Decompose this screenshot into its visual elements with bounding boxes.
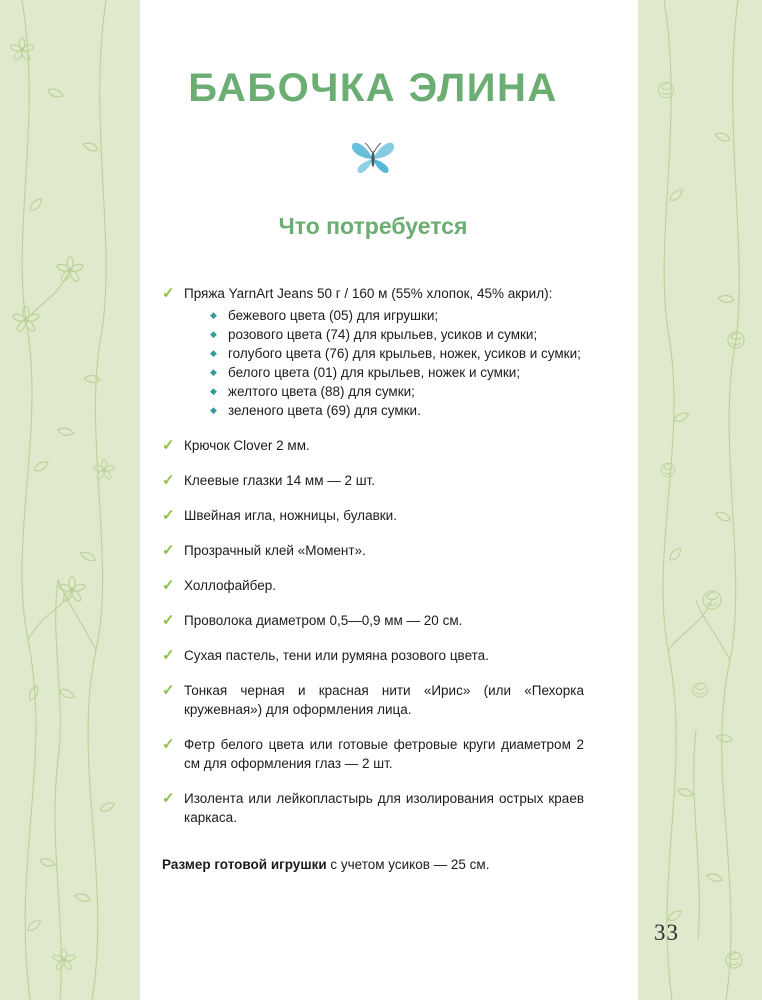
diamond-bullet-icon: ◆ bbox=[210, 367, 217, 377]
sub-item-text: белого цвета (01) для крыльев, ножек и сумки; bbox=[228, 365, 521, 380]
check-icon: ✓ bbox=[162, 577, 175, 594]
right-decorative-border bbox=[638, 0, 762, 1000]
sub-item bbox=[184, 382, 584, 401]
check-icon: ✓ bbox=[162, 542, 175, 559]
page-title: БАБОЧКА ЭЛИНА bbox=[188, 66, 558, 110]
check-icon: ✓ bbox=[162, 612, 175, 629]
sub-item bbox=[184, 325, 584, 344]
sub-item-text: розового цвета (74) для крыльев, усиков и сумки; bbox=[228, 327, 538, 342]
item-text: Клеевые глазки 14 мм — 2 шт. bbox=[184, 473, 375, 488]
check-icon: ✓ bbox=[162, 647, 175, 664]
check-icon: ✓ bbox=[162, 790, 175, 807]
item-text: Фетр белого цвета или готовые фетровые круги диаметром 2 см для оформления глаз — 2 шт. bbox=[184, 737, 584, 771]
diamond-bullet-icon: ◆ bbox=[210, 386, 217, 396]
sub-item-text: желтого цвета (88) для сумки; bbox=[228, 384, 415, 399]
diamond-bullet-icon: ◆ bbox=[210, 348, 217, 358]
item-text: Крючок Clover 2 мм. bbox=[184, 438, 310, 453]
list-item bbox=[162, 646, 584, 665]
butterfly-icon bbox=[350, 135, 396, 181]
size-note-value: с учетом усиков — 25 см. bbox=[326, 857, 490, 872]
check-icon: ✓ bbox=[162, 736, 175, 753]
sub-item-text: зеленого цвета (69) для сумки. bbox=[228, 403, 421, 418]
floral-line-art-left bbox=[0, 0, 140, 1000]
check-icon: ✓ bbox=[162, 437, 175, 454]
item-text: Пряжа YarnArt Jeans 50 г / 160 м (55% хлопок, 45% акрил): bbox=[184, 286, 553, 301]
item-text: Швейная игла, ножницы, булавки. bbox=[184, 508, 397, 523]
butterfly-illustration bbox=[162, 135, 584, 185]
item-text: Тонкая черная и красная нити «Ирис» (или «Пехорка кружевная») для оформления лица. bbox=[184, 683, 584, 717]
list-item bbox=[162, 471, 584, 490]
list-item bbox=[162, 576, 584, 595]
page-content bbox=[140, 0, 638, 1000]
sub-item bbox=[184, 401, 584, 420]
list-item bbox=[162, 506, 584, 525]
left-decorative-border bbox=[0, 0, 140, 1000]
list-item bbox=[162, 284, 584, 420]
item-text: Сухая пастель, тени или румяна розового цвета. bbox=[184, 648, 489, 663]
item-text: Изолента или лейкопластырь для изолирования острых краев каркаса. bbox=[184, 791, 584, 825]
materials-list bbox=[162, 284, 584, 827]
diamond-bullet-icon: ◆ bbox=[210, 329, 217, 339]
floral-line-art-right bbox=[638, 0, 762, 1000]
size-note-label: Размер готовой игрушки bbox=[162, 857, 327, 872]
size-note bbox=[162, 855, 584, 874]
sub-item bbox=[184, 306, 584, 325]
list-item bbox=[162, 735, 584, 773]
sub-item-text: бежевого цвета (05) для игрушки; bbox=[228, 308, 439, 323]
page-number: 33 bbox=[654, 920, 679, 945]
diamond-bullet-icon: ◆ bbox=[210, 405, 217, 415]
sub-item bbox=[184, 344, 584, 363]
sub-item-text: голубого цвета (76) для крыльев, ножек, усиков и сумки; bbox=[228, 346, 581, 361]
list-item bbox=[162, 789, 584, 827]
check-icon: ✓ bbox=[162, 507, 175, 524]
check-icon: ✓ bbox=[162, 472, 175, 489]
item-text: Холлофайбер. bbox=[184, 578, 276, 593]
list-item bbox=[162, 681, 584, 719]
item-text: Проволока диаметром 0,5—0,9 мм — 20 см. bbox=[184, 613, 463, 628]
check-icon: ✓ bbox=[162, 285, 175, 302]
item-text: Прозрачный клей «Момент». bbox=[184, 543, 366, 558]
sub-item bbox=[184, 363, 584, 382]
list-item bbox=[162, 436, 584, 455]
list-item bbox=[162, 541, 584, 560]
check-icon: ✓ bbox=[162, 682, 175, 699]
list-item bbox=[162, 611, 584, 630]
section-heading: Что потребуется bbox=[278, 213, 468, 239]
diamond-bullet-icon: ◆ bbox=[210, 310, 217, 320]
